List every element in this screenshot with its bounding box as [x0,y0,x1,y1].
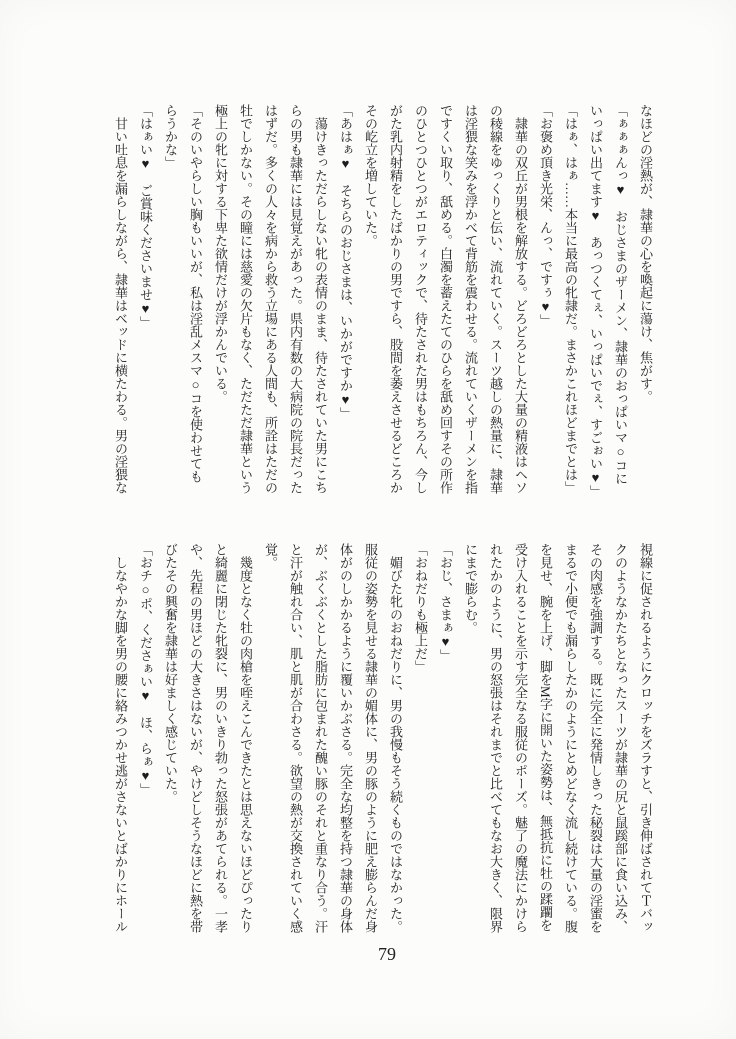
paragraph: 「おじ、さまぁ♥」 [438,543,453,662]
paragraph: 視線に促されるようにクロッチをズラすと、引き伸ばされてＴバックのようなかたちとなったスーツが隷華の尻と鼠蹊部に食い込み、その肉感を強調する。既に完全に発情しきった秘裂は大量の淫蜜をまるで小便でも漏らしたかのようにとめどなく流し続けている。腹を見せ、腕を上げ、脚をM字に開いた姿勢は、無抵抗に牡の蹂躙を受け入れることを示す完全なる服従のポーズ。魅了の魔法にかけられたかのように、男の怒張はそれまでと比べてもなお大きく、限界にまで膨らむ。 [463,543,653,933]
paragraph: 「ぁぁぁんっ♥ おじさまのザーメン、隷華のおっぱいマ○コにいっぱい出てます♥ あっつくてぇ、いっぱいでぇ、すごぉい♥」 [588,104,628,498]
paragraph: 隷華の双丘が男根を解放する。どろどろとした大量の精液はヘソの稜線をゆっくりと伝い、流れていく。スーツ越しの熱量に、隷華は淫猥な笑みを浮かべて背筋を震わせる。流れていくザーメンを指ですくい取り、舐める。白濁を蓄えたてのひらを舐め回すその所作のひとつひとつがエロティックで、待たされた男はもちろん、今しがた乳内射精をしたばかりの男ですら、股間を萎えさせるどころかその屹立を増していた。 [363,104,528,494]
paragraph: 幾度となく牡の肉槍を咥えこんできたとは思えないほどぴったりと綺麗に閉じた牝裂に、男のいきり勃った怒張があてられる。一孝や、先程の男ほどの大きさはないが、やけどしそうなほどに熱を帯びたその興奮を隷華は好ましく感じていた。 [163,543,253,933]
paragraph: しなやかな脚を男の腰に絡みつかせ逃がさないとばかりにホール [113,543,128,933]
paragraph: 「はぁい♥ ご賞味くださいませ♥」 [138,104,153,329]
paragraph: 蕩けきっただらしない牝の表情のまま、待たされていた男にこちらの男も隷華には見覚えがあった。県内有数の大病院の院長だったはずだ。多くの人々を病から救う立場にある人間も、所詮はただの牡でしかない。その瞳には慈愛の欠片もなく、ただただ隷華という極上の牝に対する下卑た欲情だけが浮かんでいる。 [213,104,328,494]
paragraph: 甘い吐息を漏らしながら、隷華はベッドに横たわる。男の淫猥な [113,104,128,494]
page-number: 79 [378,944,396,964]
paragraph: 「おチ○ポ、くださぁい♥ ほ、らぁ♥」 [138,543,153,796]
paragraph: 「そのいやらしい胸もいいが、私は淫乱メスマ○コを使わせてもらうかな」 [163,104,203,483]
paragraph: 媚びた牝のおねだりに、男の我慢もそう続くものではなかった。服従の姿勢を見せる隷華の媚体に、男の豚のように肥え膨らんだ身体がのしかかるように覆いかぶさる。完全な均整を持つ隷華の身体が、ぶくぶくとした脂肪に包まれた醜い豚のそれと重なり合う。汗と汗が触れ合い、肌と肌が合わさる。欲望の熱が交換されていく感覚。 [263,543,403,933]
upper-text-block [104,104,658,498]
paragraph: 「おねだりも極上だ」 [413,543,428,673]
lower-text-block [104,543,658,933]
paragraph: 「お褒め頂き光栄、んっ、ですぅ♥」 [538,104,553,327]
paragraph: なほどの淫熱が、隷華の心を喚起に蕩け、焦がす。 [638,104,653,403]
paragraph: 「あはぁ♥ そちらのおじさまは、いかがですか♥」 [338,104,353,420]
paragraph: 「はぁ、はぁ……本当に最高の牝隷だ。まさかこれほどまでとは」 [563,104,578,494]
